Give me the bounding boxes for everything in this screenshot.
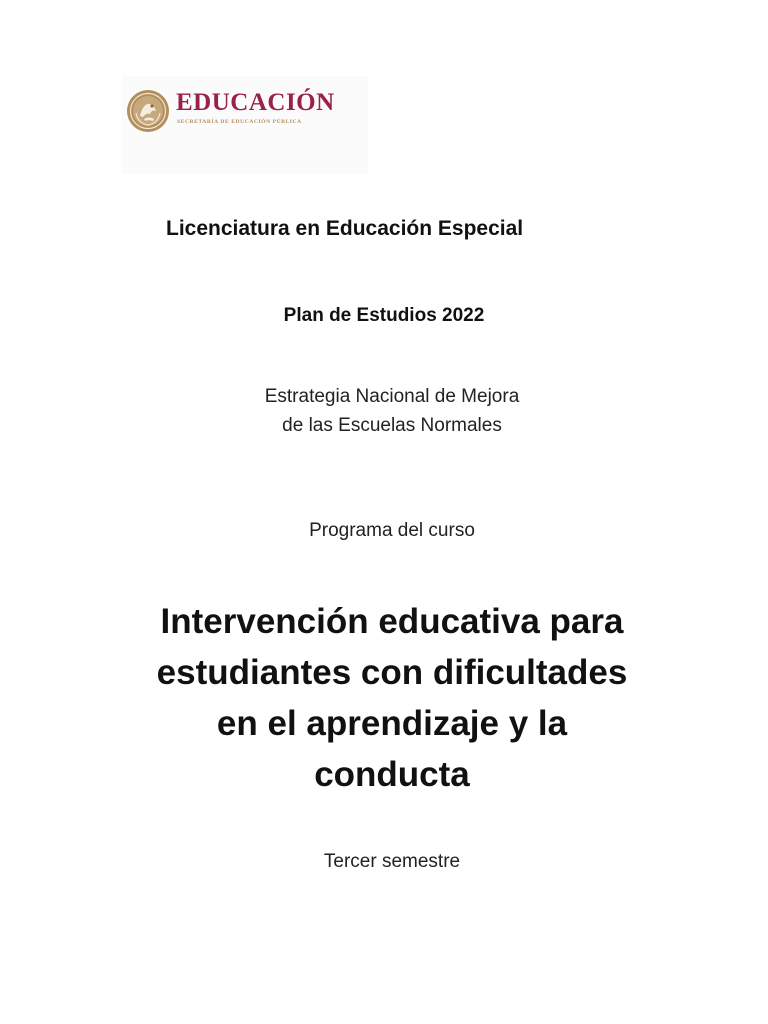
sep-logo bbox=[122, 76, 368, 174]
strategy-line: Estrategia Nacional de Mejora bbox=[264, 386, 520, 407]
program-label: Programa del curso bbox=[309, 520, 475, 541]
semester-label: Tercer semestre bbox=[323, 851, 461, 872]
course-title-line: en el aprendizaje y la bbox=[216, 704, 568, 743]
mexican-eagle-seal-icon bbox=[126, 89, 170, 133]
logo-subtitle: SECRETARÍA DE EDUCACIÓN PÚBLICA bbox=[177, 119, 302, 125]
logo-title: EDUCACIÓN bbox=[176, 89, 335, 116]
degree-title: Licenciatura en Educación Especial bbox=[166, 217, 524, 240]
course-title bbox=[0, 596, 768, 800]
strategy-line: de las Escuelas Normales bbox=[282, 415, 502, 436]
course-title-line: Intervención educativa para bbox=[160, 602, 624, 641]
study-plan: Plan de Estudios 2022 bbox=[283, 305, 485, 326]
course-title-line: conducta bbox=[314, 755, 470, 794]
course-title-line: estudiantes con dificultades bbox=[156, 653, 628, 692]
strategy-text bbox=[0, 382, 768, 440]
